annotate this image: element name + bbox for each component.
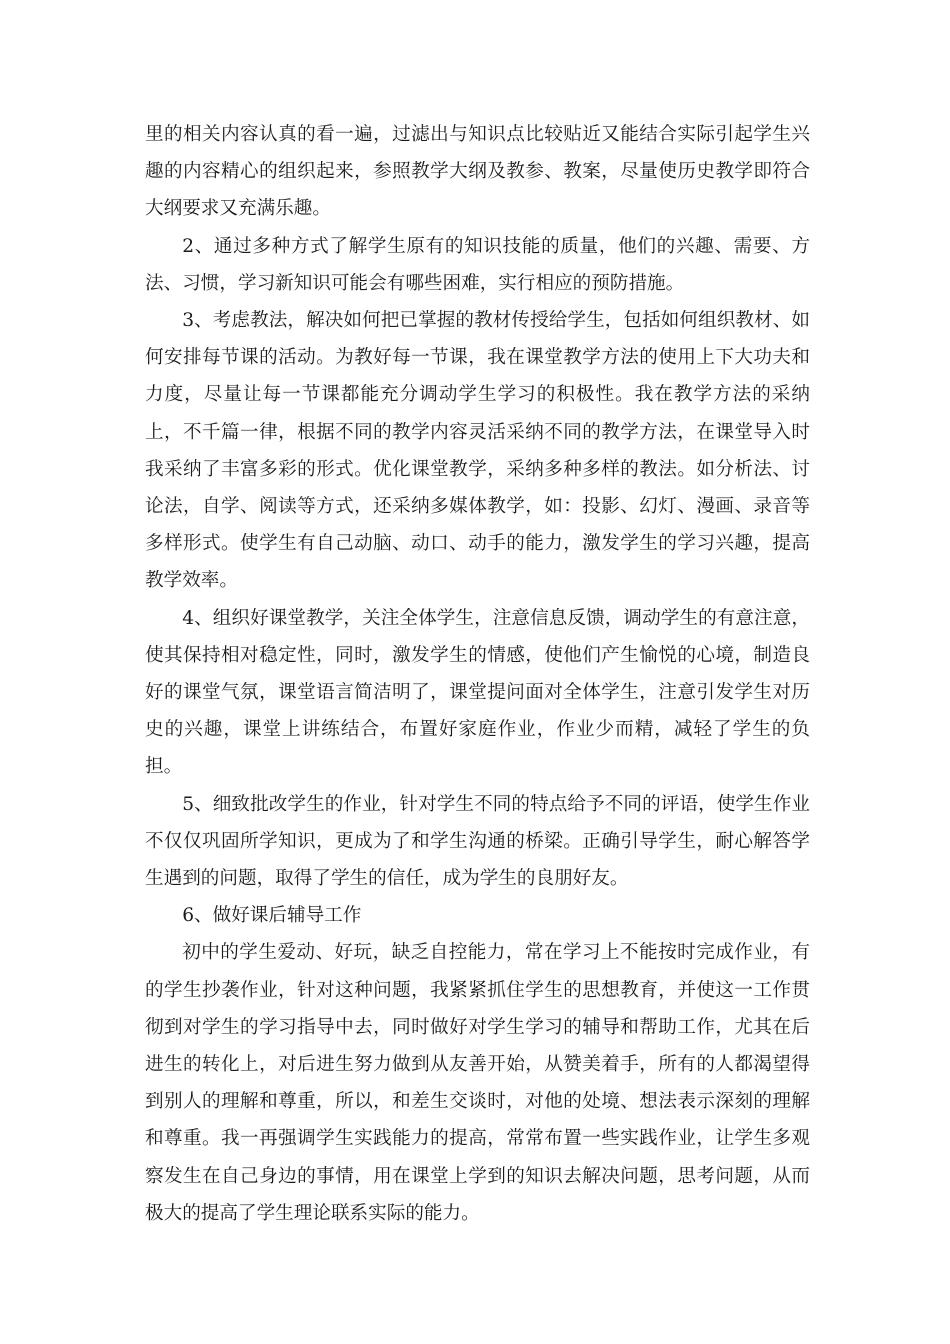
paragraph-item-3: 3、考虑教法，解决如何把已掌握的教材传授给学生，包括如何组织教材、如何安排每节课的活动。为教好每一节课，我在课堂教学方法的使用上下大功夫和力度，尽量让每一节课都能充分调动学生学习的积极性。我在教学方法的采纳上，不千篇一律，根据不同的教学内容灵活采纳不同的教学方法，在课堂导入时我采纳了丰富多彩的形式。优化课堂教学，采纳多种多样的教法。如分析法、讨论法，自学、阅读等方式，还采纳多媒体教学，如：投影、幻灯、漫画、录音等多样形式。使学生有自己动脑、动口、动手的能力，激发学生的学习兴趣，提高教学效率。 (145, 310, 810, 592)
document-body (145, 116, 810, 1232)
paragraph-continuation: 里的相关内容认真的看一遍，过滤出与知识点比较贴近又能结合实际引起学生兴趣的内容精心的组织起来，参照教学大纲及教参、教案，尽量使历史教学即符合大纲要求又充满乐趣。 (145, 124, 810, 220)
paragraph-item-5: 5、细致批改学生的作业，针对学生不同的特点给予不同的评语，使学生作业不仅仅巩固所学知识，更成为了和学生沟通的桥梁。正确引导学生，耐心解答学生遇到的问题，取得了学生的信任，成为学生的良朋好友。 (145, 793, 810, 890)
paragraph-item-2: 2、通过多种方式了解学生原有的知识技能的质量，他们的兴趣、需要、方法、习惯，学习新知识可能会有哪些困难，实行相应的预防措施。 (145, 235, 810, 294)
paragraph-item-4: 4、组织好课堂教学，关注全体学生，注意信息反馈，调动学生的有意注意，使其保持相对稳定性，同时，激发学生的情感，使他们产生愉悦的心境，制造良好的课堂气氛，课堂语言简洁明了，课堂提问面对全体学生，注意引发学生对历史的兴趣，课堂上讲练结合，布置好家庭作业，作业少而精，减轻了学生的负担。 (145, 607, 810, 778)
section-heading-6: 6、做好课后辅导工作 (182, 905, 362, 927)
paragraph-item-6-body: 初中的学生爱动、好玩，缺乏自控能力，常在学习上不能按时完成作业，有的学生抄袭作业，针对这种问题，我紧紧抓住学生的思想教育，并使这一工作贯彻到对学生的学习指导中去，同时做好对学生学习的辅导和帮助工作，尤其在后进生的转化上，对后进生努力做到从友善开始，从赞美着手，所有的人都渴望得到别人的理解和尊重，所以，和差生交谈时，对他的处境、想法表示深刻的理解和尊重。我一再强调学生实践能力的提高，常常布置一些实践作业，让学生多观察发生在自己身边的事情，用在课堂上学到的知识去解决问题，思考问题，从而极大的提高了学生理论联系实际的能力。 (145, 942, 810, 1224)
